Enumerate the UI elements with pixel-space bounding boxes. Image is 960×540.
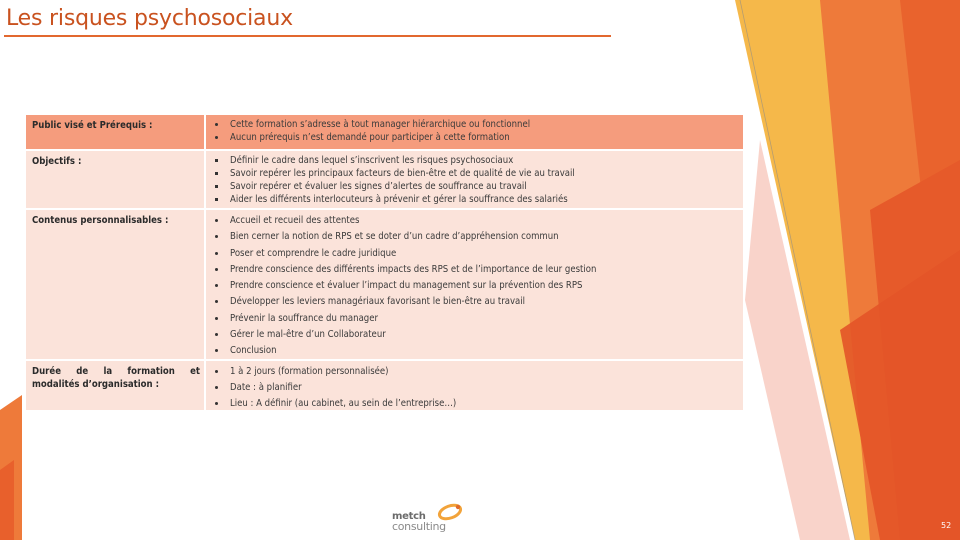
page-number: 52 (941, 521, 952, 530)
list-item: Aucun prérequis n’est demandé pour participer à cette formation (206, 131, 743, 144)
training-info-table (26, 115, 743, 410)
list-item: Gérer le mal-être d’un Collaborateur (206, 327, 743, 343)
logo-text-metch: metch (392, 511, 426, 522)
table-row-public (26, 115, 743, 151)
list-item: Savoir repérer les principaux facteurs de bien-être et de qualité de vie au travail (206, 167, 743, 180)
list-item: 1 à 2 jours (formation personnalisée) (206, 364, 743, 380)
list-item: Prévenir la souffrance du manager (206, 311, 743, 327)
row-label: Contenus personnalisables : (32, 215, 169, 226)
list-item: Prendre conscience et évaluer l’impact du management sur la prévention des RPS (206, 278, 743, 294)
list-item: Cette formation s’adresse à tout manager hiérarchique ou fonctionnel (206, 118, 743, 131)
title-underline (4, 35, 611, 37)
list-item: Poser et comprendre le cadre juridique (206, 246, 743, 262)
list-item: Aider les différents interlocuteurs à prévenir et gérer la souffrance des salariés (206, 193, 743, 206)
list-item: Définir le cadre dans lequel s’inscrivent les risques psychosociaux (206, 154, 743, 167)
list-item: Prendre conscience des différents impacts des RPS et de l’importance de leur gestion (206, 262, 743, 278)
list-item: Date : à planifier (206, 380, 743, 396)
list-item: Savoir repérer et évaluer les signes d’alertes de souffrance au travail (206, 180, 743, 193)
bullet-list (206, 154, 743, 206)
row-label: Durée de la formation et modalités d’organisation : (32, 366, 200, 390)
list-item: Bien cerner la notion de RPS et se doter d’un cadre d’appréhension commun (206, 229, 743, 245)
row-label: Objectifs : (32, 156, 82, 167)
table-row-duree (26, 361, 743, 410)
list-item: Lieu : A définir (au cabinet, au sein de l’entreprise…) (206, 396, 743, 412)
bullet-list (206, 364, 743, 412)
table-row-contenus (26, 210, 743, 361)
company-logo (392, 503, 466, 537)
page-title: Les risques psychosociaux (6, 6, 293, 31)
logo-text-consulting: consulting (392, 520, 446, 533)
list-item: Développer les leviers managériaux favorisant le bien-être au travail (206, 294, 743, 310)
bullet-list (206, 118, 743, 144)
list-item: Accueil et recueil des attentes (206, 213, 743, 229)
table-row-objectifs (26, 151, 743, 210)
list-item: Conclusion (206, 343, 743, 359)
bullet-list (206, 213, 743, 360)
row-label: Public visé et Prérequis : (32, 120, 153, 131)
